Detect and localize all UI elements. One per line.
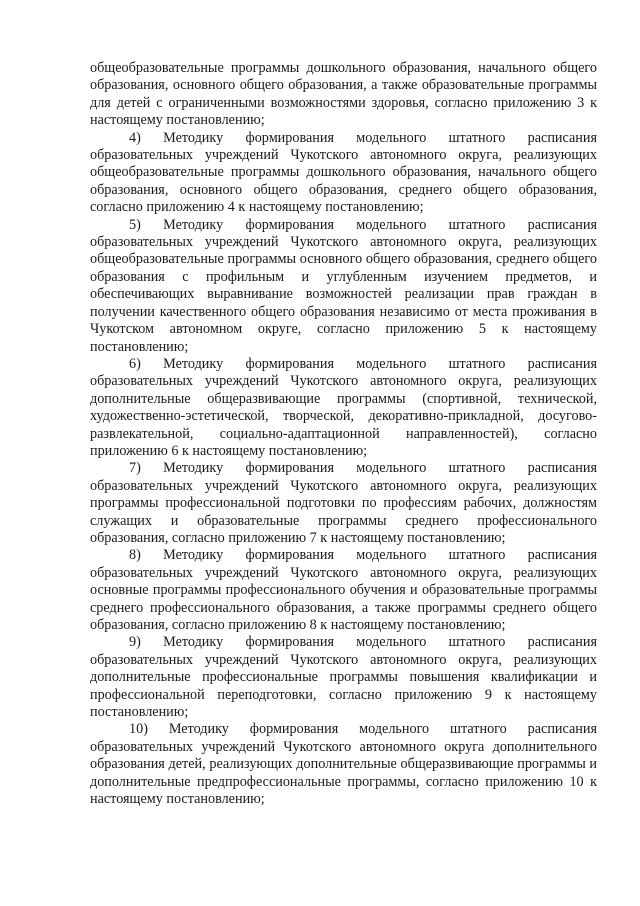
paragraph-item-6: 6) Методику формирования модельного штатного расписания образовательных учреждений Чукотского автономного округа, реализующих дополнительные общеразвивающие программы (спортивной, технической, художественно-эстетической, творческой, декоративно-прикладной, досугово-развлекательной, социально-адаптационной направленностей), согласно приложению 6 к настоящему постановлению; [90, 355, 597, 459]
paragraph-item-10: 10) Методику формирования модельного штатного расписания образовательных учреждений Чукотского автономного округа дополнительного образования детей, реализующих дополнительные общеразвивающие программы и дополнительные предпрофессиональные программы, согласно приложению 10 к настоящему постановлению; [90, 721, 597, 808]
document-body [90, 60, 597, 808]
paragraph-item-5: 5) Методику формирования модельного штатного расписания образовательных учреждений Чукотского автономного округа, реализующих общеобразовательные программы основного общего образования, среднего общего образования с профильным и углубленным изучением предметов, и обеспечивающих выравнивание возможностей реализации прав граждан в получении качественного общего образования независимо от места проживания в Чукотском автономном округе, согласно приложению 5 к настоящему постановлению; [90, 216, 597, 355]
paragraph-continuation-item-3: общеобразовательные программы дошкольного образования, начального общего образования, основного общего образования, а также образовательные программы для детей с ограниченными возможностями здоровья, согласно приложению 3 к настоящему постановлению; [90, 60, 597, 129]
paragraph-item-7: 7) Методику формирования модельного штатного расписания образовательных учреждений Чукотского автономного округа, реализующих программы профессиональной подготовки по профессиям рабочих, должностям служащих и образовательные программы среднего профессионального образования, согласно приложению 7 к настоящему постановлению; [90, 460, 597, 546]
paragraph-item-4: 4) Методику формирования модельного штатного расписания образовательных учреждений Чукотского автономного округа, реализующих общеобразовательные программы дошкольного образования, начального общего образования, основного общего образования, среднего общего образования, согласно приложению 4 к настоящему постановлению; [90, 129, 597, 216]
paragraph-item-8: 8) Методику формирования модельного штатного расписания образовательных учреждений Чукотского автономного округа, реализующих основные программы профессионального обучения и образовательные программы среднего профессионального образования, а также программы среднего общего образования, согласно приложению 8 к настоящему постановлению; [90, 547, 597, 633]
paragraph-item-9: 9) Методику формирования модельного штатного расписания образовательных учреждений Чукотского автономного округа, реализующих дополнительные профессиональные программы повышения квалификации и профессиональной переподготовки, согласно приложению 9 к настоящему постановлению; [90, 634, 597, 721]
